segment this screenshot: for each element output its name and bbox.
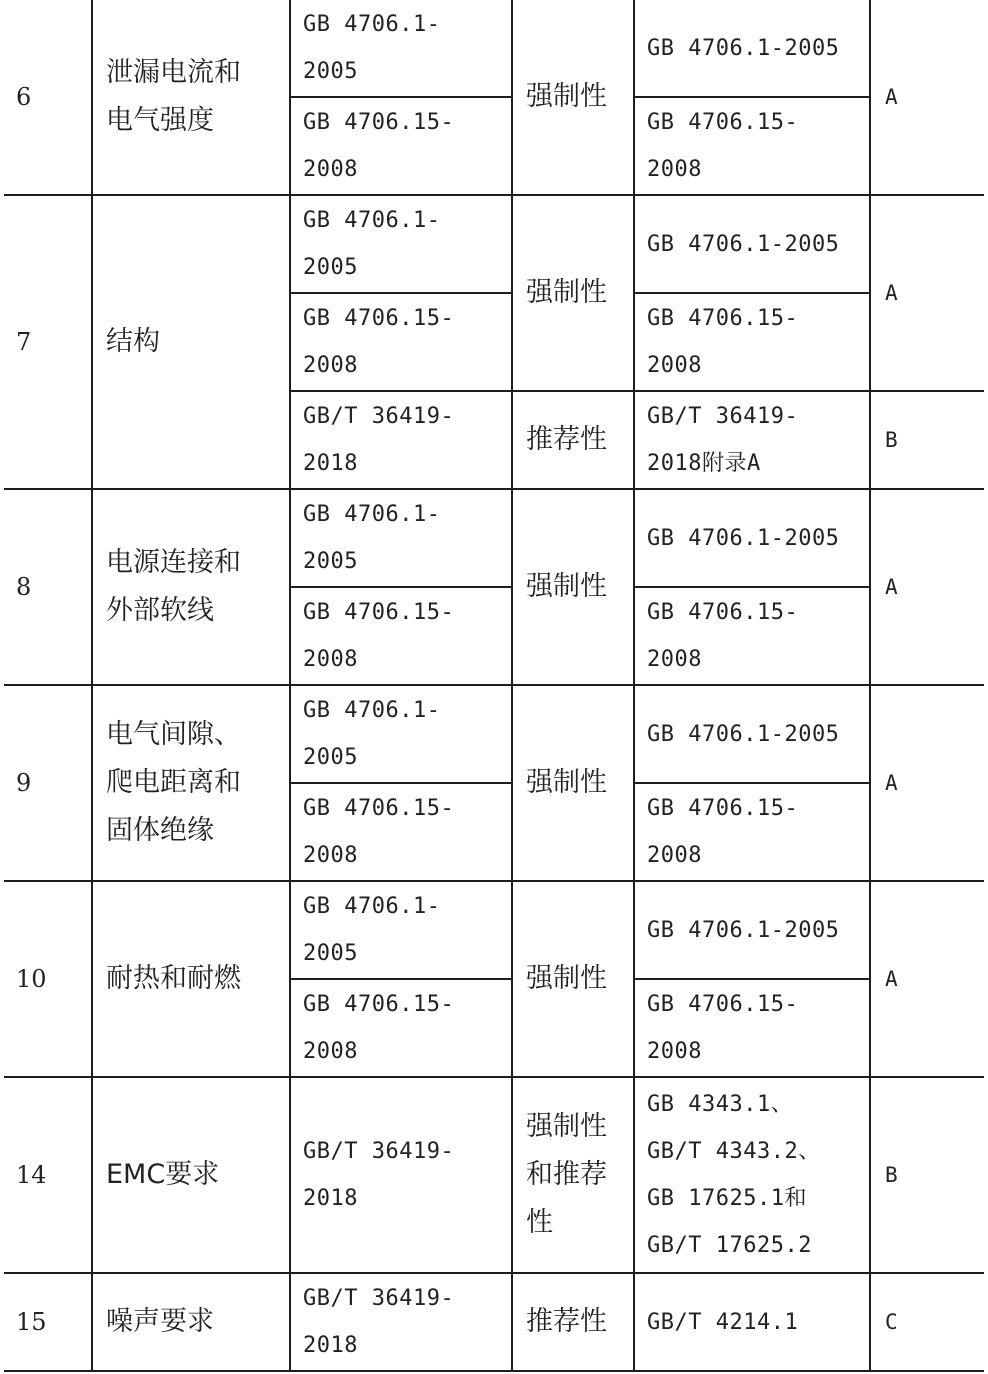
- test-item: 电气间隙、 爬电距离和 固体绝缘: [92, 685, 290, 881]
- grade-level: A: [870, 195, 984, 391]
- standard-nature: 强制性: [512, 881, 634, 1077]
- test-item: EMC要求: [92, 1077, 290, 1273]
- standard-nature: 强制性: [512, 489, 634, 685]
- row-number: 14: [4, 1077, 92, 1273]
- table-row: [4, 489, 984, 587]
- row-number: 6: [4, 0, 92, 195]
- test-item: 耐热和耐燃: [92, 881, 290, 1077]
- table-row: [4, 195, 984, 293]
- test-standard: GB 4706.1- 2005: [290, 685, 512, 783]
- grade-level: A: [870, 881, 984, 1077]
- reference-clause: GB 4706.1-2005: [634, 489, 870, 587]
- row-number: 8: [4, 489, 92, 685]
- row-number: 15: [4, 1273, 92, 1371]
- row-number: 7: [4, 195, 92, 489]
- reference-clause: GB 4706.15- 2008: [634, 979, 870, 1077]
- standards-table: [4, 0, 984, 1372]
- grade-level: A: [870, 0, 984, 195]
- standard-nature: 强制性: [512, 685, 634, 881]
- test-standard: GB 4706.1- 2005: [290, 489, 512, 587]
- test-standard: GB 4706.1- 2005: [290, 0, 512, 97]
- grade-level: B: [870, 1077, 984, 1273]
- reference-clause: GB/T 36419- 2018附录A: [634, 391, 870, 489]
- test-item: 泄漏电流和 电气强度: [92, 0, 290, 195]
- reference-clause: GB 4706.15- 2008: [634, 293, 870, 391]
- test-standard: GB/T 36419- 2018: [290, 391, 512, 489]
- row-number: 9: [4, 685, 92, 881]
- test-standard: GB 4706.15- 2008: [290, 783, 512, 881]
- table-row: [4, 685, 984, 783]
- grade-level: C: [870, 1273, 984, 1371]
- reference-clause: GB 4706.15- 2008: [634, 97, 870, 195]
- standard-nature: 强制性: [512, 0, 634, 195]
- test-standard: GB 4706.15- 2008: [290, 979, 512, 1077]
- standard-nature: 推荐性: [512, 1273, 634, 1371]
- reference-clause: GB 4706.1-2005: [634, 195, 870, 293]
- table-row: [4, 1273, 984, 1371]
- test-item: 电源连接和 外部软线: [92, 489, 290, 685]
- test-standard: GB 4706.15- 2008: [290, 97, 512, 195]
- table-row: [4, 1077, 984, 1273]
- reference-clause: GB 4706.15- 2008: [634, 587, 870, 685]
- grade-level: B: [870, 391, 984, 489]
- test-item: 噪声要求: [92, 1273, 290, 1371]
- test-standard: GB 4706.15- 2008: [290, 293, 512, 391]
- test-standard: GB 4706.1- 2005: [290, 195, 512, 293]
- reference-clause: GB 4706.1-2005: [634, 0, 870, 97]
- test-standard: GB 4706.1- 2005: [290, 881, 512, 979]
- grade-level: A: [870, 685, 984, 881]
- standard-nature: 强制性: [512, 195, 634, 391]
- test-standard: GB/T 36419- 2018: [290, 1273, 512, 1371]
- table-row: [4, 881, 984, 979]
- reference-clause: GB 4343.1、 GB/T 4343.2、 GB 17625.1和 GB/T 17625.2: [634, 1077, 870, 1273]
- reference-clause: GB/T 4214.1: [634, 1273, 870, 1371]
- row-number: 10: [4, 881, 92, 1077]
- test-standard: GB/T 36419- 2018: [290, 1077, 512, 1273]
- reference-clause: GB 4706.1-2005: [634, 685, 870, 783]
- reference-clause: GB 4706.1-2005: [634, 881, 870, 979]
- standard-nature: 推荐性: [512, 391, 634, 489]
- test-standard: GB 4706.15- 2008: [290, 587, 512, 685]
- reference-clause: GB 4706.15- 2008: [634, 783, 870, 881]
- test-item: 结构: [92, 195, 290, 489]
- grade-level: A: [870, 489, 984, 685]
- table-row: [4, 0, 984, 97]
- standard-nature: 强制性 和推荐 性: [512, 1077, 634, 1273]
